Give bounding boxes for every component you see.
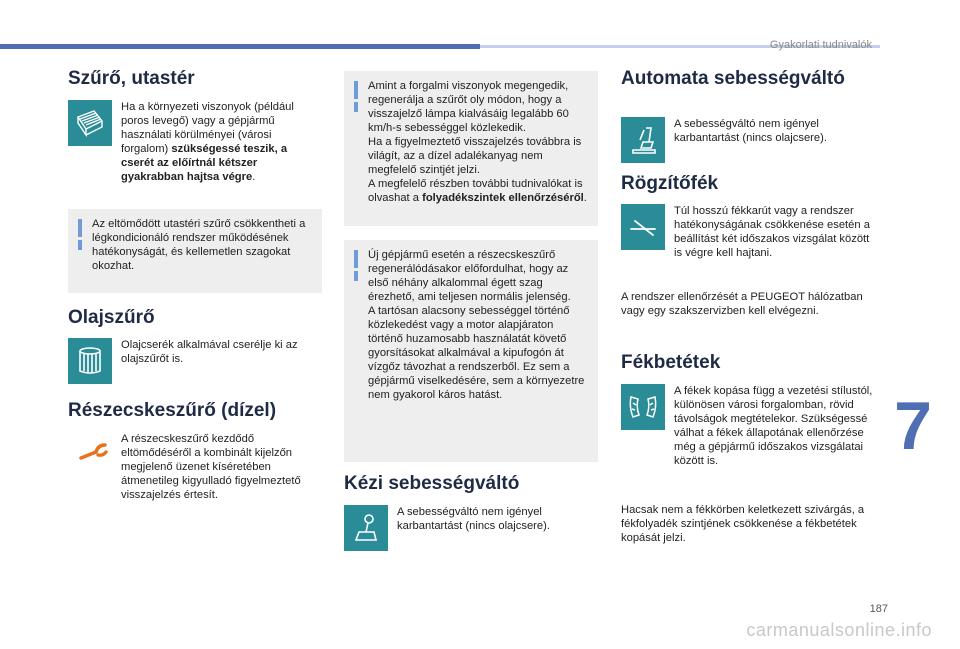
chapter-number: 7 xyxy=(894,388,932,464)
oil-filter-title: Olajszűrő xyxy=(68,307,155,328)
particle-filter-title: Részecskeszűrő (dízel) xyxy=(68,400,277,421)
section-header: Gyakorlati tudnivalók xyxy=(769,39,872,51)
cabin-filter-text: Ha a környezeti viszonyok (például poros levegő) vagy a gépjármű használati körülményei (városi forgalom) szükségessé teszik, a cserét az előírtnál kétszer gyakrabban hajtsa végre. xyxy=(121,101,294,183)
oil-filter-text: Olajcserék alkalmával cserélje ki az olajszűrőt is. xyxy=(121,339,298,365)
brake-pads-icon xyxy=(621,384,665,430)
automatic-gearbox-title: Automata sebességváltó xyxy=(621,68,845,89)
wrench-warning-icon xyxy=(78,440,108,466)
parking-brake-check: A rendszer ellenőrzését a PEUGEOT hálózatban vagy egy szakszervizben kell elvégezni. xyxy=(621,291,863,317)
brake-pads-bottom: Hacsak nem a fékkörben keletkezett szivárgás, a fékfolyadék szintjének csökkenése a fékbetétek kopását jelzi. xyxy=(621,504,865,544)
page-number: 187 xyxy=(869,603,888,615)
cabin-filter-note: Az eltömődött utastéri szűrő csökkentheti a légkondicionáló rendszer működésének hatékonyságát, és kellemetlen szagokat okozhat. xyxy=(68,209,322,293)
manual-gearbox-text: A sebességváltó nem igényel karbantartást (nincs olajcsere). xyxy=(397,506,550,532)
regeneration-note: Amint a forgalmi viszonyok megengedik, regenerálja a szűrőt oly módon, hogy a visszajelző lámpa kialvásáig legalább 60 km/h-s sebességgel közlekedik. Ha a figyelmeztető visszajelzés továbbra is világít, az a dízel adalékanyag nem megfelelő szintjét jelzi. A megfelelő részben további tudnivalókat is olvashat a folyadékszintek ellenőrzéséről. xyxy=(344,71,598,226)
info-bar xyxy=(354,81,358,99)
watermark: carmanualsonline.info xyxy=(746,620,932,640)
info-bar xyxy=(354,271,358,281)
oil-filter-icon xyxy=(68,338,112,384)
new-vehicle-note: Új gépjármű esetén a részecskeszűrő regenerálódásakor előfordulhat, hogy az első néhány alkalommal égett szag érezhető, ami teljesen normális jelenség. A tartósan alacsony sebességgel történő közlekedést vagy a motor alapjáraton történő huzamosabb használatát követő gyorsításokat alkalmával a kipufogón át vízgőz távozhat a rendszerből. Ez sem a gépjármű viselkedésére, sem a környezetre nem gyakorol káros hatást. xyxy=(344,240,598,462)
manual-gearbox-title: Kézi sebességváltó xyxy=(344,473,520,494)
info-bar xyxy=(354,102,358,112)
parking-brake-text: Túl hosszú fékkarút vagy a rendszer hatékonyságának csökkenése esetén a beállítást két időszakos vizsgálat között is végre kell hajtani. xyxy=(674,205,870,259)
particle-filter-text: A részecskeszűrő kezdődő eltömődéséről a kombinált kijelzőn megjelenő üzenet kíséretében átmenetileg kigyulladó figyelmeztető visszajelzés értesít. xyxy=(121,433,301,501)
brake-pads-text: A fékek kopása függ a vezetési stílustól, különösen városi forgalomban, rövid távolságok megtételekor. Szükségessé válhat a fékek állapotának ellenőrzése még a gépjármű időszakos vizsgálatai között is. xyxy=(674,385,873,467)
parking-brake-title: Rögzítőfék xyxy=(621,173,719,194)
automatic-gearbox-icon xyxy=(621,117,665,163)
parking-brake-icon xyxy=(621,204,665,250)
top-accent-bar xyxy=(0,44,480,49)
automatic-gearbox-text: A sebességváltó nem igényel karbantartást (nincs olajcsere). xyxy=(674,118,827,144)
cabin-filter-title: Szűrő, utastér xyxy=(68,68,195,89)
info-bar xyxy=(78,219,82,237)
info-bar xyxy=(354,250,358,268)
info-bar xyxy=(78,240,82,250)
manual-gearbox-icon xyxy=(344,505,388,551)
cabin-filter-icon xyxy=(68,100,112,146)
brake-pads-title: Fékbetétek xyxy=(621,352,721,373)
